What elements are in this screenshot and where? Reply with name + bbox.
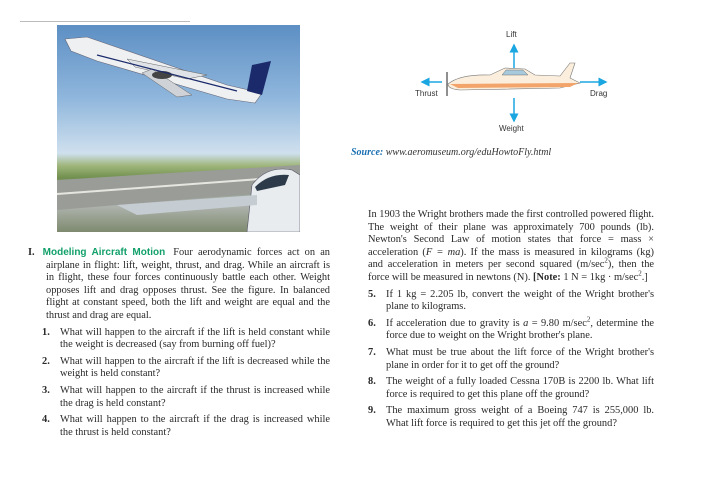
force-diagram (410, 28, 610, 163)
lift-label: Lift (506, 30, 517, 39)
superscript: 2 (638, 269, 642, 278)
note-end: .] (641, 271, 648, 283)
question-text: What will happen to the aircraft if the lift is held constant while the weight is decreased (say from burning off fuel)? (60, 326, 330, 351)
question-number: 7. (368, 346, 376, 358)
question-6 (368, 315, 655, 343)
intro-text: Four aerodynamic forces act on an airplane in flight: lift, weight, thrust, and drag. While an aircraft is in flight, these four forces continuously battle each other. Weight opposes lift and drag opposes thrust. See the figure. In balanced flight at constant speed, both the lift and weight are equal and the thrust and drag are equal. (46, 247, 331, 321)
variable: a (523, 317, 529, 329)
drag-label: Drag (590, 89, 608, 98)
question-text: The weight of a fully loaded Cessna 170B is 2200 lb. What lift force is required to get this plane off the ground? (386, 376, 654, 400)
superscript: 2 (586, 315, 591, 324)
source-label: Source: (351, 147, 384, 158)
para-text: ). If the mass is measured in kilograms (kg) and acceleration in meters per second squared (m/sec (368, 246, 654, 271)
question-text: If acceleration due to gravity is (386, 317, 524, 329)
question-number: 4. (42, 414, 50, 426)
question-text: What will happen to the aircraft if the drag is increased while the thrust is held constant? (60, 414, 330, 438)
thrust-label: Thrust (415, 89, 438, 98)
question-text: What will happen to the aircraft if the lift is decreased while the weight is held constant? (60, 355, 330, 380)
jet-in-flight (65, 37, 271, 103)
para-text: ), then the force will be measured in newtons (N). (368, 259, 655, 283)
question-number: 2. (42, 355, 50, 367)
question-9 (368, 405, 654, 430)
question-1 (42, 327, 330, 352)
question-text: What must be true about the lift force of the Wright brother's plane in order for it to get off the ground? (386, 346, 654, 371)
question-text: , determine the force due to weight on the Wright brother's plane. (386, 317, 655, 342)
question-number: 6. (368, 317, 376, 329)
airplane-photo (57, 25, 300, 232)
question-7 (368, 347, 654, 372)
figure-source (351, 147, 551, 158)
question-number: 9. (368, 405, 376, 417)
section-number: I. (28, 247, 35, 258)
question-text: If 1 kg = 2.205 lb, convert the weight of the Wright brother's plane to kilograms. (386, 288, 654, 313)
question-number: 8. (368, 376, 376, 388)
right-column (368, 209, 654, 435)
superscript: 2 (604, 256, 608, 265)
question-4 (42, 414, 330, 439)
question-2 (42, 356, 330, 381)
question-number: 5. (368, 288, 376, 300)
question-3 (42, 385, 330, 410)
section-heading: Modeling Aircraft Motion (42, 247, 166, 258)
formula: F = ma (425, 246, 461, 258)
para-text: In 1903 the Wright brothers made the first controlled powered flight. The weight of their plane was approximately 700 pounds (lb). Newton's Second Law of motion states that force = mass × acceleration ( (368, 209, 654, 258)
wright-paragraph (368, 209, 654, 285)
note-label: [Note: (533, 271, 561, 283)
weight-label: Weight (499, 124, 524, 133)
question-number: 1. (42, 326, 50, 338)
question-8 (368, 376, 654, 401)
question-text: The maximum gross weight of a Boeing 747 is 255,000 lb. What lift force is required to get this jet off the ground? (386, 405, 654, 429)
question-text: = 9.80 m/sec (528, 317, 587, 329)
header-rule (20, 21, 190, 22)
source-url: www.aeromuseum.org/eduHowtoFly.html (385, 147, 552, 158)
question-number: 3. (42, 384, 50, 396)
question-text: What will happen to the aircraft if the thrust is increased while the drag is held constant? (60, 384, 330, 409)
note-text: 1 N = 1kg · m/sec (560, 271, 639, 283)
section-intro (28, 247, 330, 323)
question-5 (368, 289, 654, 314)
left-column (28, 247, 330, 443)
